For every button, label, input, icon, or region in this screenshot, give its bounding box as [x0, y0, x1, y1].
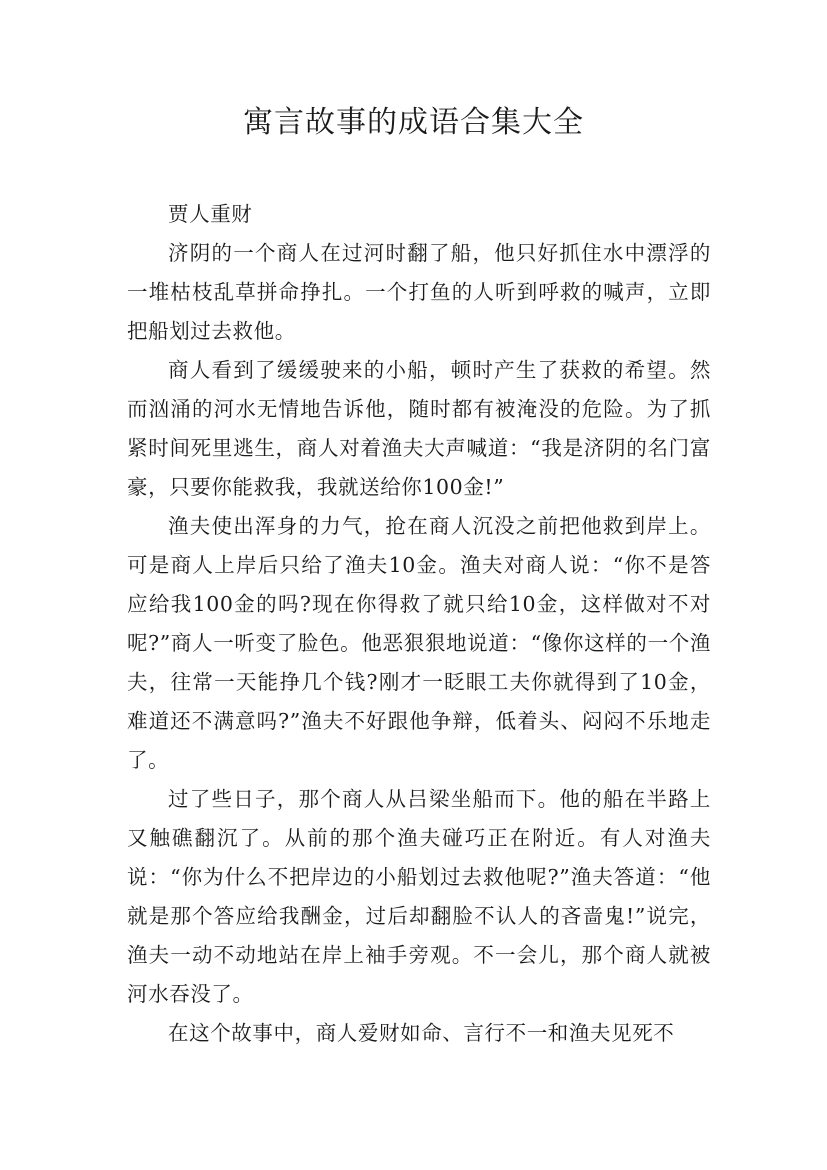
section-heading: 贾人重财	[168, 202, 253, 226]
paragraph: 渔夫使出浑身的力气，抢在商人沉没之前把他救到岸上。可是商人上岸后只给了渔夫10金。渔夫对商人说：“你不是答应给我100金的吗?现在你得救了就只给10金，这样做对不对呢?”商人一听变了脸色。他恶狠狠地说道：“像你这样的一个渔夫，往常一天能挣几个钱?刚才一眨眼工夫你就得到了10金，难道还不满意吗?”渔夫不好跟他争辩，低着头、闷闷不乐地走了。	[127, 514, 711, 772]
paragraph: 过了些日子，那个商人从吕梁坐船而下。他的船在半路上又触礁翻沉了。从前的那个渔夫碰巧正在附近。有人对渔夫说：“你为什么不把岸边的小船划过去救他呢?”渔夫答道：“他就是那个答应给我酬金，过后却翻脸不认人的吝啬鬼!”说完，渔夫一动不动地站在岸上袖手旁观。不一会儿，那个商人就被河水吞没了。	[127, 787, 711, 1006]
paragraph: 商人看到了缓缓驶来的小船，顿时产生了获救的希望。然而汹涌的河水无情地告诉他，随时都有被淹没的危险。为了抓紧时间死里逃生，商人对着渔夫大声喊道：“我是济阴的名门富豪，只要你能救我，我就送给你100金!”	[127, 358, 711, 499]
paragraph: 济阴的一个商人在过河时翻了船，他只好抓住水中漂浮的一堆枯枝乱草拼命挣扎。一个打鱼的人听到呼救的喊声，立即把船划过去救他。	[127, 241, 711, 343]
document-title: 寓言故事的成语合集大全	[243, 105, 584, 140]
document-body	[127, 195, 711, 1053]
paragraph: 在这个故事中，商人爱财如命、言行不一和渔夫见死不	[168, 1021, 675, 1045]
